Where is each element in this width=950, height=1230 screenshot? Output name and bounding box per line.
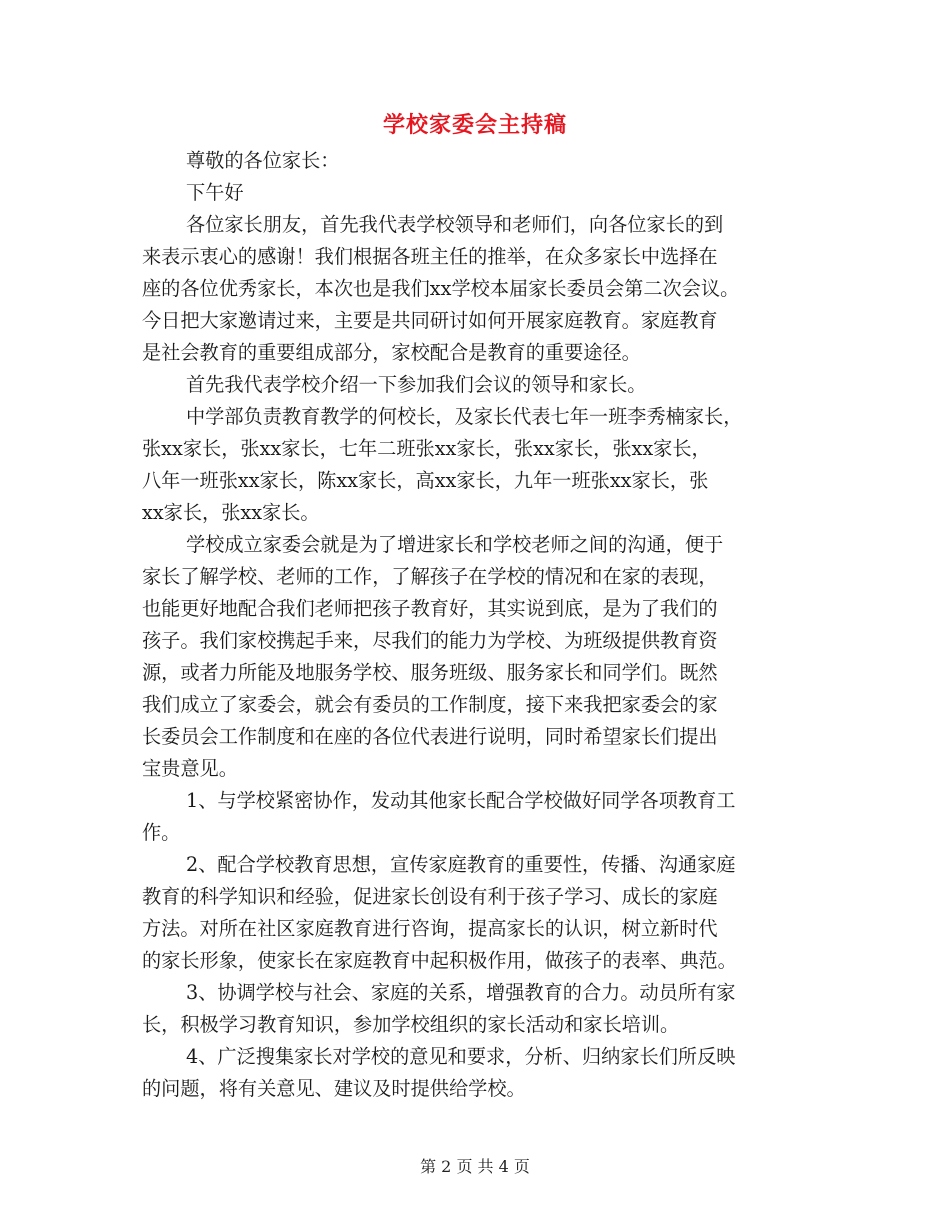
body-line: 今日把大家邀请过来，主要是共同研讨如何开展家庭教育。家庭教育 (142, 309, 718, 332)
body-line: 4、广泛搜集家长对学校的意见和要求，分析、归纳家长们所反映 (186, 1045, 736, 1068)
body-line: 宝贵意见。 (142, 757, 238, 780)
body-line: 方法。对所在社区家庭教育进行咨询，提高家长的认识，树立新时代 (142, 917, 718, 940)
body-line: 长委员会工作制度和在座的各位代表进行说明，同时希望家长们提出 (142, 725, 718, 748)
body-line: 家长了解学校、老师的工作，了解孩子在学校的情况和在家的表现， (142, 565, 718, 588)
body-line: 尊敬的各位家长： (186, 149, 340, 172)
body-line: 来表示衷心的感谢！我们根据各班主任的推举，在众多家长中选择在 (142, 245, 718, 268)
body-line: 我们成立了家委会，就会有委员的工作制度，接下来我把家委会的家 (142, 693, 718, 716)
body-line: 张xx家长，张xx家长，七年二班张xx家长，张xx家长，张xx家长， (142, 437, 711, 460)
body-line: 长，积极学习教育知识，参加学校组织的家长活动和家长培训。 (142, 1013, 680, 1036)
body-line: 座的各位优秀家长，本次也是我们xx学校本届家长委员会第二次会议。 (142, 277, 740, 300)
body-line: 孩子。我们家校携起手来，尽我们的能力为学校、为班级提供教育资 (142, 629, 718, 652)
body-line: 源，或者力所能及地服务学校、服务班级、服务家长和同学们。既然 (142, 661, 718, 684)
body-line: 学校成立家委会就是为了增进家长和学校老师之间的沟通，便于 (186, 533, 724, 556)
page-footer: 第 2 页 共 4 页 (420, 1157, 530, 1176)
body-line: 的家长形象，使家长在家庭教育中起积极作用，做孩子的表率、典范。 (142, 949, 737, 972)
body-line: 中学部负责教育教学的何校长，及家长代表七年一班李秀楠家长， (186, 405, 743, 428)
body-line: 教育的科学知识和经验，促进家长创设有利于孩子学习、成长的家庭 (142, 885, 718, 908)
document-title: 学校家委会主持稿 (382, 112, 567, 138)
body-line: 也能更好地配合我们老师把孩子教育好，其实说到底，是为了我们的 (142, 597, 718, 620)
body-line: 下午好 (186, 181, 244, 204)
body-line: 的问题，将有关意见、建议及时提供给学校。 (142, 1077, 526, 1100)
body-line: 2、配合学校教育思想，宣传家庭教育的重要性，传播、沟通家庭 (186, 853, 736, 876)
body-line: 是社会教育的重要组成部分，家校配合是教育的重要途径。 (142, 341, 641, 364)
body-line: 作。 (142, 821, 181, 844)
body-line: 3、协调学校与社会、家庭的关系，增强教育的合力。动员所有家 (186, 981, 736, 1004)
body-line: 1、与学校紧密协作，发动其他家长配合学校做好同学各项教育工 (186, 789, 736, 812)
body-line: 首先我代表学校介绍一下参加我们会议的领导和家长。 (186, 373, 647, 396)
body-line: 各位家长朋友，首先我代表学校领导和老师们，向各位家长的到 (186, 213, 724, 236)
body-line: 八年一班张xx家长，陈xx家长，高xx家长，九年一班张xx家长，张 (142, 469, 709, 492)
document-body (142, 145, 814, 1105)
body-line: xx家长，张xx家长。 (142, 501, 320, 524)
